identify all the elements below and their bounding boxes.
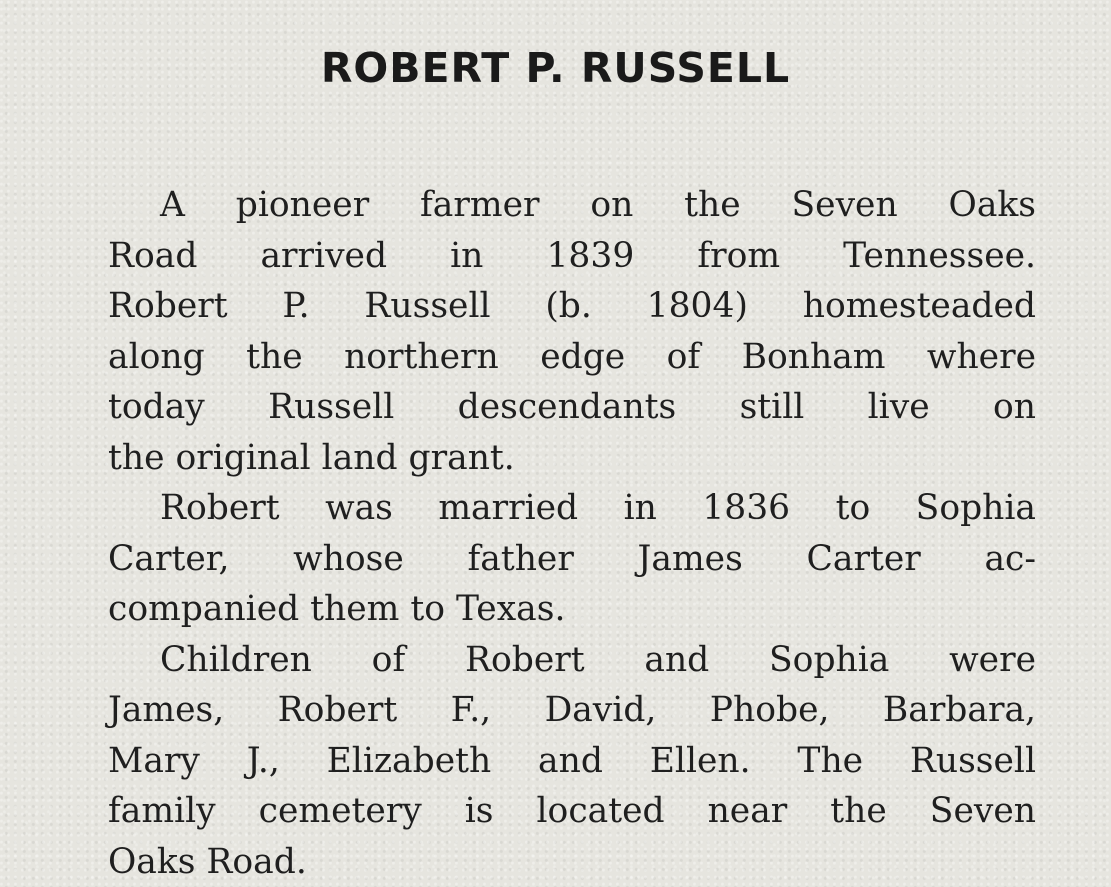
text-line: the original land grant. xyxy=(108,437,515,478)
article-title: ROBERT P. RUSSELL xyxy=(320,44,791,92)
text-line: companied them to Texas. xyxy=(108,589,566,629)
paragraph-3 xyxy=(56,635,1036,887)
text-line: A pioneer farmer on the Seven Oaks xyxy=(160,185,1036,225)
text-line: Robert P. Russell (b. 1804) homesteaded xyxy=(108,286,1036,326)
text-line: Carter, whose father James Carter ac- xyxy=(108,538,1036,579)
text-line: Children of Robert and Sophia were xyxy=(160,639,1036,680)
text-line: James, Robert F., David, Phobe, Barbara, xyxy=(108,690,1036,730)
article-body xyxy=(56,180,1036,887)
text-line: Mary J., Elizabeth and Ellen. The Russell xyxy=(108,740,1036,781)
text-line: Oaks Road. xyxy=(108,841,307,882)
text-line: family cemetery is located near the Seven xyxy=(108,791,1036,831)
text-line: Robert was married in 1836 to Sophia xyxy=(160,488,1036,528)
text-line: Road arrived in 1839 from Tennessee. xyxy=(108,235,1036,276)
text-line: today Russell descendants still live on xyxy=(108,387,1036,427)
paragraph-2 xyxy=(56,483,1036,635)
paragraph-1 xyxy=(56,180,1036,483)
text-line: along the northern edge of Bonham where xyxy=(108,336,1036,377)
